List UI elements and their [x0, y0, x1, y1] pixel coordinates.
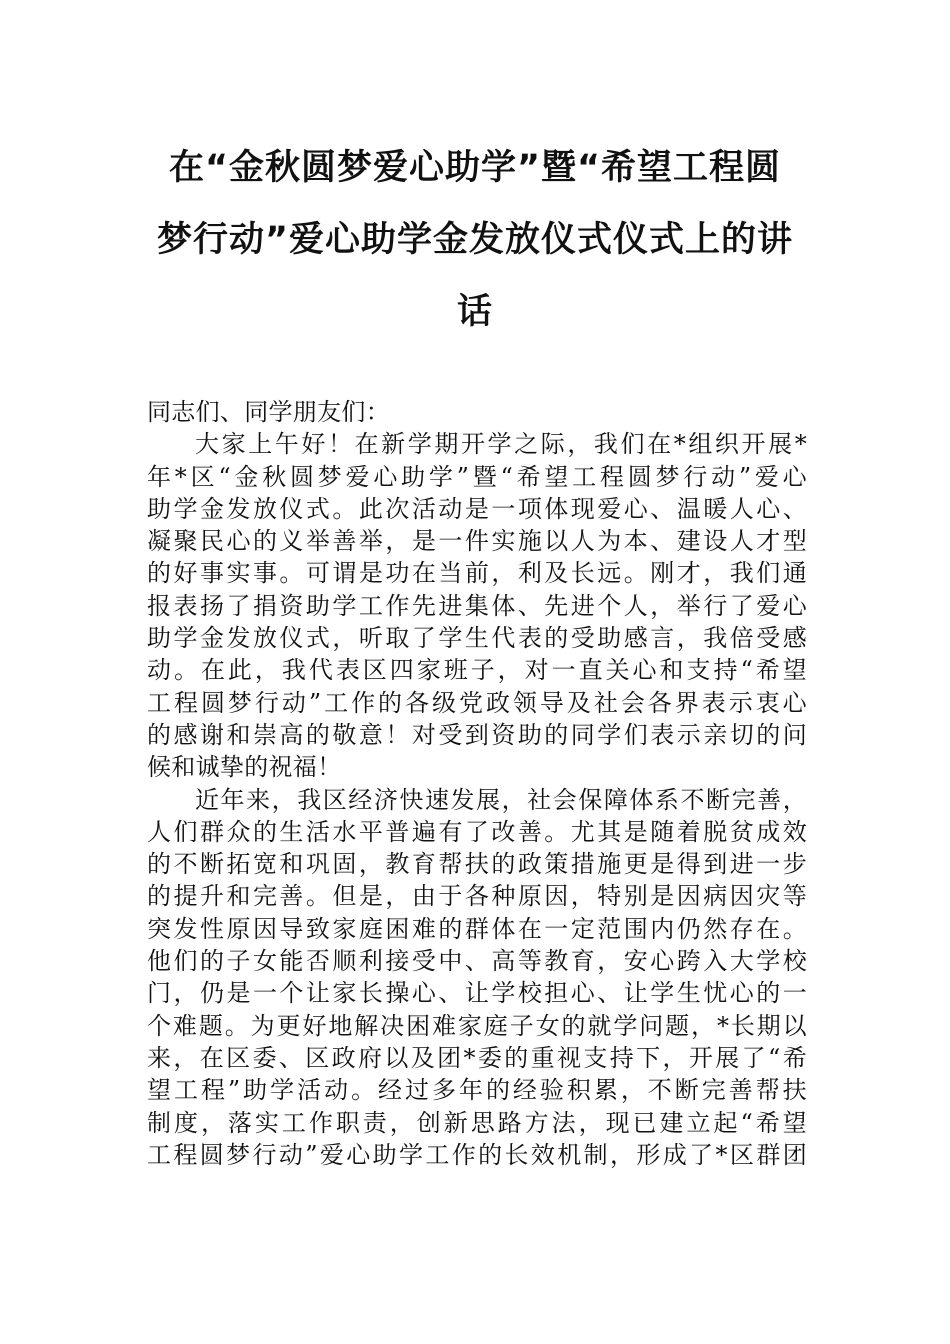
paragraph-line: 助学金发放仪式，听取了学生代表的受助感言，我倍受感	[147, 624, 807, 653]
document-body	[147, 396, 807, 1171]
paragraph-line: 他们的子女能否顺利接受中、高等教育，安心跨入大学校	[147, 947, 807, 976]
title-line-1: 在“金秋圆梦爱心助学”暨“希望工程圆	[168, 148, 781, 188]
paragraph-line: 近年来，我区经济快速发展，社会保障体系不断完善，	[195, 785, 807, 814]
paragraph-line: 制度，落实工作职责，创新思路方法，现已建立起“希望	[147, 1108, 807, 1137]
paragraph-line: 候和诚挚的祝福！	[147, 753, 342, 782]
paragraph-line: 工程圆梦行动”爱心助学工作的长效机制，形成了*区群团	[147, 1140, 807, 1169]
paragraph-1	[147, 428, 807, 783]
paragraph-line: 动。在此，我代表区四家班子，对一直关心和支持“希望	[147, 656, 807, 685]
paragraph-line: 人们群众的生活水平普遍有了改善。尤其是随着脱贫成效	[147, 817, 807, 846]
paragraph-line: 大家上午好！在新学期开学之际，我们在*组织开展*	[195, 430, 807, 459]
paragraph-line: 的不断拓宽和巩固，教育帮扶的政策措施更是得到进一步	[147, 850, 807, 879]
paragraph-line: 工程圆梦行动”工作的各级党政领导及社会各界表示衷心	[147, 688, 807, 717]
salutation: 同志们、同学朋友们：	[147, 398, 390, 426]
paragraph-line: 的感谢和崇高的敬意！对受到资助的同学们表示亲切的问	[147, 720, 807, 749]
paragraph-line: 望工程”助学活动。经过多年的经验积累，不断完善帮扶	[147, 1076, 807, 1105]
paragraph-line: 的好事实事。可谓是功在当前，利及长远。刚才，我们通	[147, 559, 807, 588]
paragraph-line: 凝聚民心的义举善举，是一件实施以人为本、建设人才型	[147, 527, 807, 556]
paragraph-line: 来，在区委、区政府以及团*委的重视支持下，开展了“希	[147, 1043, 807, 1072]
paragraph-line: 个难题。为更好地解决困难家庭子女的就学问题，*长期以	[147, 1011, 807, 1040]
document-title	[150, 132, 800, 348]
paragraph-line: 报表扬了捐资助学工作先进集体、先进个人，举行了爱心	[147, 591, 807, 620]
paragraph-line: 年*区“金秋圆梦爱心助学”暨“希望工程圆梦行动”爱心	[147, 462, 807, 491]
paragraph-2	[147, 784, 807, 1172]
paragraph-line: 的提升和完善。但是，由于各种原因，特别是因病因灾等	[147, 882, 807, 911]
paragraph-line: 突发性原因导致家庭困难的群体在一定范围内仍然存在。	[147, 914, 807, 943]
title-line-3: 话	[456, 292, 493, 332]
paragraph-line: 助学金发放仪式。此次活动是一项体现爱心、温暖人心、	[147, 494, 807, 523]
paragraph-line: 门，仍是一个让家长操心、让学校担心、让学生忧心的一	[147, 979, 807, 1008]
title-line-2: 梦行动”爱心助学金发放仪式仪式上的讲	[156, 220, 793, 260]
